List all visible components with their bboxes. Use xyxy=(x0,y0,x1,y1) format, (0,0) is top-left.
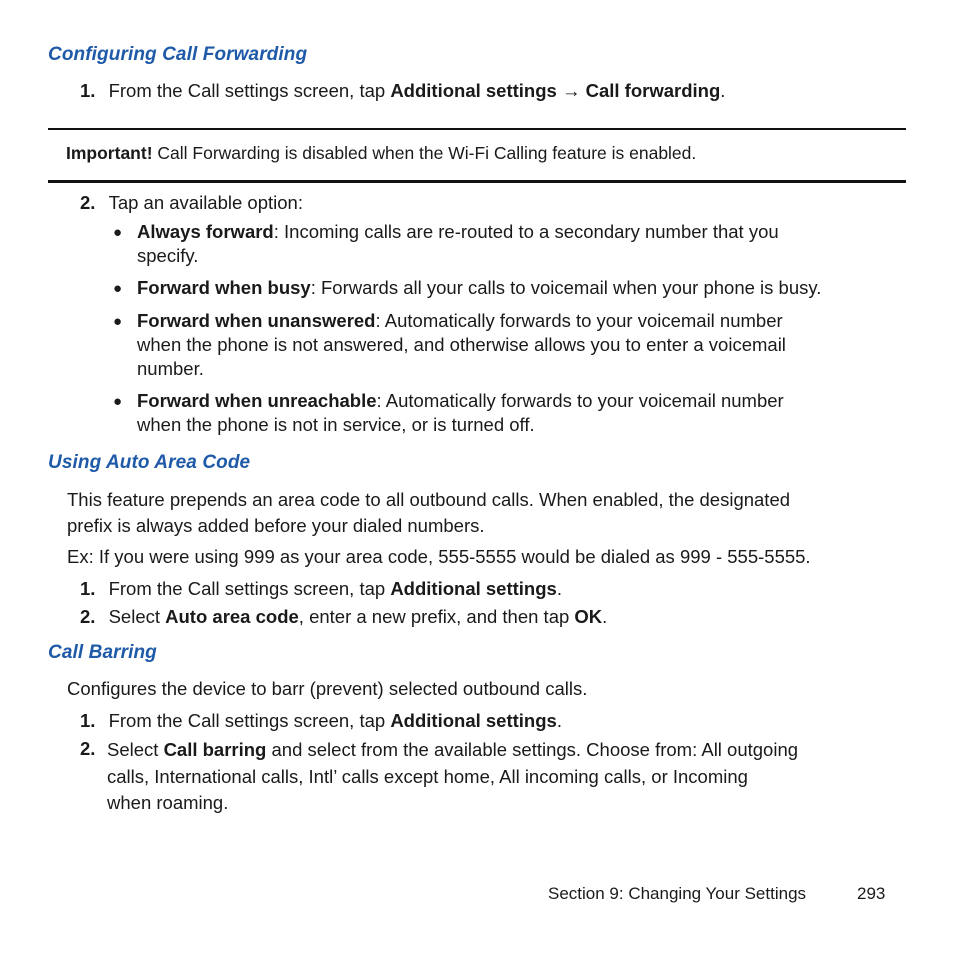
call-barring-description: Configures the device to barr (prevent) selected outbound calls. xyxy=(67,678,588,699)
bullet-forward-unreachable xyxy=(137,389,907,437)
footer-section-title: Section 9: Changing Your Settings xyxy=(548,884,807,903)
bullet-text: : Incoming calls are re-routed to a secondary number that you xyxy=(273,221,779,242)
step-text: calls, International calls, Intl’ calls except home, All incoming calls, or Incoming xyxy=(107,765,748,787)
bold-term: Always forward xyxy=(137,221,274,242)
divider-bottom xyxy=(48,180,906,183)
bullet-forward-busy xyxy=(137,276,917,300)
bold-term: Additional settings xyxy=(390,710,557,731)
bullet-text: : Automatically forwards to your voicemail number xyxy=(376,390,784,411)
aac-step-2 xyxy=(80,605,607,629)
bold-term: Additional settings xyxy=(390,80,557,101)
step-number: 2. xyxy=(80,738,96,759)
bold-term: Forward when busy xyxy=(137,277,311,298)
step-text: From the Call settings screen, tap xyxy=(108,80,391,101)
step-text: Select xyxy=(107,739,164,760)
step-text: Tap an available option: xyxy=(108,192,303,213)
step-number: 1. xyxy=(80,578,96,599)
cb-step-2 xyxy=(107,737,927,817)
step-number: 2. xyxy=(80,606,96,627)
bold-term: Additional settings xyxy=(390,578,557,599)
step-text: . xyxy=(602,606,608,627)
step-number: 1. xyxy=(80,80,96,101)
step-text: . xyxy=(556,578,562,599)
bullet-icon: ● xyxy=(113,313,123,330)
step-text: , enter a new prefix, and then tap xyxy=(298,606,575,627)
step-text: Select xyxy=(108,606,166,627)
paragraph-line: This feature prepends an area code to all outbound calls. When enabled, the designated xyxy=(67,489,791,510)
important-text: Call Forwarding is disabled when the Wi-Fi Calling feature is enabled. xyxy=(152,143,697,163)
bullet-text: when the phone is not answered, and otherwise allows you to enter a voicemail xyxy=(137,334,786,355)
heading-call-barring: Call Barring xyxy=(48,642,157,663)
bullet-text: number. xyxy=(137,358,204,379)
bullet-forward-unanswered xyxy=(137,309,907,381)
arrow-icon: → xyxy=(561,80,581,101)
bold-term: OK xyxy=(574,606,603,627)
bullet-text: : Automatically forwards to your voicemail number xyxy=(375,310,783,331)
step-text: From the Call settings screen, tap xyxy=(108,710,391,731)
bold-term: Auto area code xyxy=(165,606,299,627)
aac-step-1 xyxy=(80,577,562,601)
bullet-text: when the phone is not in service, or is turned off. xyxy=(137,414,535,435)
heading-call-forwarding: Configuring Call Forwarding xyxy=(48,44,308,65)
auto-area-code-example: Ex: If you were using 999 as your area code, 555-5555 would be dialed as 999 - 555-5555. xyxy=(67,546,811,567)
bold-term: Forward when unanswered xyxy=(137,310,376,331)
paragraph-line: prefix is always added before your dialed numbers. xyxy=(67,515,485,536)
bullet-icon: ● xyxy=(113,280,123,297)
step-text: and select from the available settings. Choose from: All outgoing xyxy=(266,739,799,760)
step-text: . xyxy=(556,710,562,731)
step-number: 2. xyxy=(80,192,96,213)
step-text: From the Call settings screen, tap xyxy=(108,578,391,599)
cf-step-2 xyxy=(80,191,303,215)
cb-step-1 xyxy=(80,709,562,733)
important-label: Important! xyxy=(66,143,153,163)
footer-page-number: 293 xyxy=(857,884,886,903)
cb-step-2-number xyxy=(80,737,95,761)
step-number: 1. xyxy=(80,710,96,731)
bold-term: Call forwarding xyxy=(585,80,721,101)
heading-auto-area-code: Using Auto Area Code xyxy=(48,452,251,473)
important-note xyxy=(66,143,696,164)
bullet-icon: ● xyxy=(113,393,123,410)
bold-term: Call barring xyxy=(163,739,267,760)
bullet-text: : Forwards all your calls to voicemail when your phone is busy. xyxy=(310,277,822,298)
step-text: when roaming. xyxy=(107,792,229,813)
step-text: . xyxy=(720,80,726,101)
bullet-always-forward xyxy=(137,220,907,268)
bullet-text: specify. xyxy=(137,245,199,266)
auto-area-code-description xyxy=(67,487,927,539)
bullet-icon: ● xyxy=(113,224,123,241)
divider-top xyxy=(48,128,906,130)
cf-step-1 xyxy=(80,79,725,103)
bold-term: Forward when unreachable xyxy=(137,390,377,411)
